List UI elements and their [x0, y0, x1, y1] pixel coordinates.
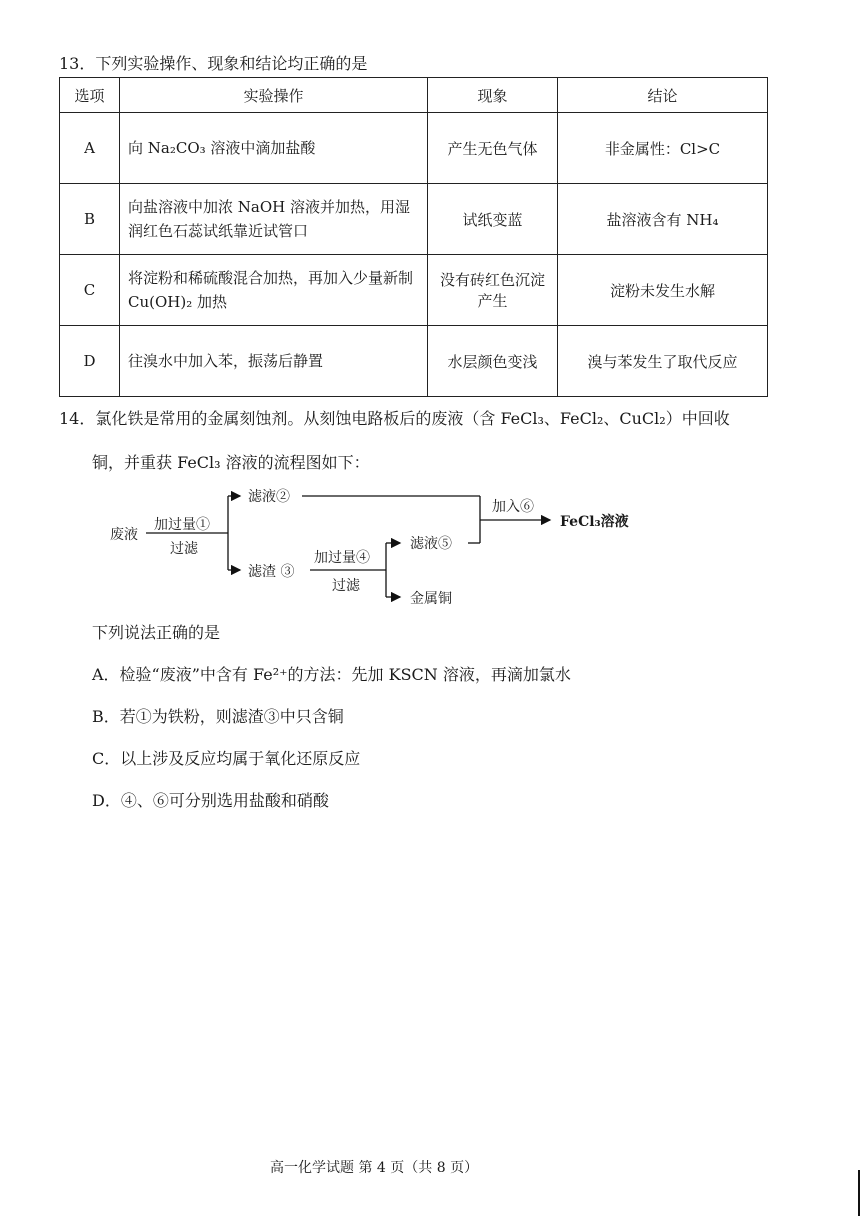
flow-residue-3: 滤渣 ③	[248, 564, 295, 580]
row-option: C	[60, 255, 120, 326]
row-option: B	[60, 184, 120, 255]
option-b: B．若①为铁粉，则滤渣③中只含铜	[92, 707, 344, 726]
question-14-line1: 14．氯化铁是常用的金属刻蚀剂。从刻蚀电路板后的废液（含 FeCl₃、FeCl₂、CuCl₂）中回收	[59, 409, 730, 428]
row-option: D	[60, 326, 120, 397]
row-conclusion: 非金属性：Cl>C	[558, 113, 768, 184]
header-option: 选项	[60, 78, 120, 113]
row-operation: 向 Na₂CO₃ 溶液中滴加盐酸	[120, 113, 428, 184]
row-conclusion: 溴与苯发生了取代反应	[558, 326, 768, 397]
page-footer: 高一化学试题 第 4 页（共 8 页）	[270, 1160, 479, 1176]
flow-add-6: 加入⑥	[492, 499, 534, 515]
row-phenomenon: 没有砖红色沉淀产生	[428, 255, 558, 326]
row-phenomenon: 产生无色气体	[428, 113, 558, 184]
flow-filtrate-2: 滤液②	[248, 489, 290, 505]
option-d: D．④、⑥可分别选用盐酸和硝酸	[92, 791, 329, 810]
header-phenomenon: 现象	[428, 78, 558, 113]
row-phenomenon: 水层颜色变浅	[428, 326, 558, 397]
flow-step1-filter: 过滤	[170, 541, 198, 557]
question-14-line2: 铜，并重获 FeCl₃ 溶液的流程图如下：	[92, 453, 370, 472]
header-operation: 实验操作	[120, 78, 428, 113]
row-conclusion: 盐溶液含有 NH₄	[558, 184, 768, 255]
row-conclusion: 淀粉未发生水解	[558, 255, 768, 326]
row-operation: 向盐溶液中加浓 NaOH 溶液并加热，用湿润红色石蕊试纸靠近试管口	[120, 184, 428, 255]
flow-step2-filter: 过滤	[332, 578, 360, 594]
flow-waste-label: 废液	[110, 527, 138, 543]
header-conclusion: 结论	[558, 78, 768, 113]
option-a: A．检验“废液”中含有 Fe²⁺的方法：先加 KSCN 溶液，再滴加氯水	[92, 665, 571, 684]
row-operation: 将淀粉和稀硫酸混合加热，再加入少量新制 Cu(OH)₂ 加热	[120, 255, 428, 326]
flow-copper: 金属铜	[410, 591, 452, 607]
row-operation: 往溴水中加入苯，振荡后静置	[120, 326, 428, 397]
flow-filtrate-5: 滤液⑤	[410, 536, 452, 552]
option-c: C．以上涉及反应均属于氧化还原反应	[92, 749, 361, 768]
row-option: A	[60, 113, 120, 184]
question-13-title: 13．下列实验操作、现象和结论均正确的是	[59, 54, 368, 73]
row-phenomenon: 试纸变蓝	[428, 184, 558, 255]
flow-step2-reagent: 加过量④	[314, 550, 370, 566]
question-14-prompt: 下列说法正确的是	[92, 623, 221, 642]
flow-step1-reagent: 加过量①	[154, 517, 210, 533]
flow-product: FeCl₃溶液	[560, 514, 629, 530]
